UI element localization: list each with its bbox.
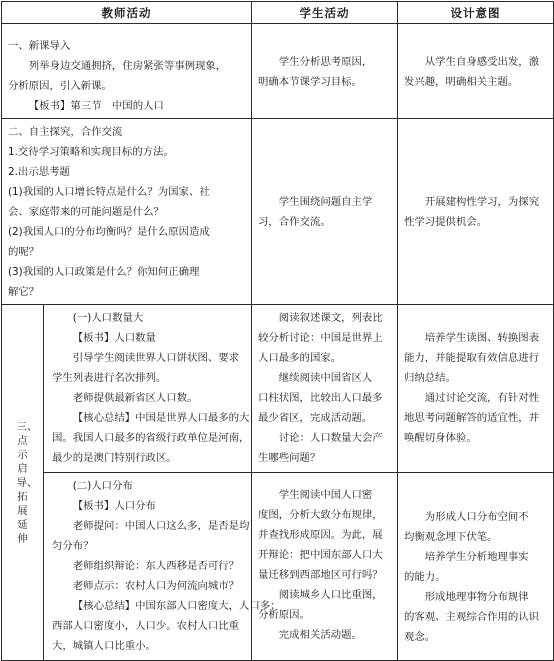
lesson-plan-table — [1, 1, 554, 661]
section1-design-cell — [398, 24, 554, 119]
part2-board-note: 【板书】人口分布 — [72, 500, 156, 512]
part1-design-line: 培养学生读图、转换图表 — [424, 332, 540, 344]
part2-design-line: 形成地理事物分布规律 — [424, 591, 529, 603]
section3-part1-row — [2, 305, 554, 473]
part2-design-line: 均衡观念埋下伏笔。 — [404, 531, 498, 543]
part1-student-line: 人口最多的国家。 — [258, 352, 342, 364]
section2-question: (2)我国人口的分布均衡吗？是什么原因造成 — [8, 226, 210, 238]
part2-student-line: 阅读城乡人口比重图， — [278, 589, 383, 601]
part2-teacher-line: 老师点示：农村人口为何流向城市？ — [72, 580, 240, 592]
section3-part2-row — [2, 473, 554, 661]
section1-design-line: 发兴趣，明确相关主题。 — [404, 75, 519, 88]
section2-student-cell — [252, 119, 398, 305]
part2-heading: (二)人口分布 — [72, 480, 133, 492]
part2-student-line: 度图，分析大致分布规律， — [258, 509, 383, 521]
part2-teacher-line: 老师组织辩论：东人西移是否可行？ — [72, 560, 240, 572]
section3-part2-design-cell — [398, 473, 554, 661]
part1-teacher-line: 老师提供最新省区人口数。 — [72, 392, 198, 404]
section2-teacher-cell — [2, 119, 252, 305]
section2-question: 的呢？ — [8, 246, 40, 258]
part2-teacher-line: 匀分布？ — [52, 540, 94, 552]
part2-design-line: 为形成人口分布空间不 — [424, 511, 529, 523]
section1-teacher-line: 列举身边交通拥挤，住房紧张等事例现象， — [28, 60, 227, 72]
section2-question: (1)我国的人口增长特点是什么？为国家、社 — [8, 186, 210, 198]
section2-question: (3)我国的人口政策是什么？你知何正确理 — [8, 266, 200, 278]
section2-design-line: 开展建构性学习，为探究 — [424, 196, 540, 208]
part1-design-line: 唤醒切身体验。 — [404, 432, 477, 444]
part2-design-line: 培养学生分析地理事实 — [424, 551, 529, 563]
part1-student-line: 讨论：人口数量大会产 — [278, 432, 383, 444]
section3-part1-design-cell — [398, 305, 554, 473]
part1-student-line: 最少省区，完成活动题。 — [258, 412, 373, 424]
part1-heading: (一)人口数量大 — [72, 312, 144, 324]
part2-summary: 西部人口密度小，人口少。农村人口比重 — [52, 620, 240, 632]
part1-student-line: 阅读叙述课文，列表比 — [278, 312, 383, 324]
header-student: 学生活动 — [252, 2, 398, 24]
section3-label: 三、点示启导、拓展延伸 — [16, 420, 38, 545]
part1-student-line: 继续阅读中国省区人 — [278, 372, 373, 384]
part2-summary: 【核心总结】中国东部人口密度大，人口多； — [72, 600, 281, 612]
section2-design-line: 性学习提供机会。 — [404, 216, 488, 228]
section1-row — [2, 24, 554, 119]
section2-teacher-line: 2.出示思考题 — [8, 166, 70, 178]
part1-teacher-line: 引导学生阅读世界人口饼状图、要求 — [72, 352, 240, 364]
section1-design-line: 从学生自身感受出发，激 — [424, 55, 540, 68]
part1-design-line: 通过讨论交流，有针对性 — [424, 392, 540, 404]
part2-student-line: 量迁移到西部地区可行吗？ — [258, 569, 383, 581]
section3-part1-teacher-cell — [44, 305, 252, 473]
section2-question: 解它？ — [8, 286, 40, 298]
section2-design-cell — [398, 119, 554, 305]
section1-student-line: 学生分析思考原因， — [278, 55, 373, 68]
part1-student-line: 较分析讨论：中国是世界上 — [258, 332, 383, 344]
section3-side-cell — [2, 305, 44, 661]
part1-summary: 【核心总结】中国是世界人口最多的大 — [72, 412, 250, 424]
section3-part2-teacher-cell — [44, 473, 281, 661]
header-teacher: 教师活动 — [2, 2, 252, 24]
part1-design-line: 能力，并能提取有效信息进行 — [404, 352, 540, 364]
part2-student-line: 分析原因。 — [258, 609, 310, 621]
part2-design-line: 的能力。 — [404, 571, 446, 583]
part2-student-line: 并查找形成原因。为此，展 — [258, 529, 383, 541]
part1-board-note: 【板书】人口数量 — [72, 332, 156, 344]
section2-heading: 二、自主探究，合作交流 — [8, 126, 123, 138]
part1-teacher-line: 学生列表进行名次排列。 — [52, 372, 167, 384]
lesson-plan-page — [1, 1, 553, 652]
section1-teacher-line: 分析原因，引入新课。 — [8, 80, 112, 92]
part1-student-line: 口柱状图，比较出人口最多 — [258, 392, 383, 404]
section1-board-note: 【板书】第三节 中国的人口 — [28, 100, 164, 112]
section1-student-line: 明确本节课学习目标。 — [258, 75, 362, 88]
part1-design-line: 归纳总结。 — [404, 372, 456, 384]
part2-student-line: 开辩论：把中国东部人口大 — [258, 549, 383, 561]
section2-student-line: 习，合作交流。 — [258, 216, 331, 228]
part2-design-line: 观念。 — [404, 631, 436, 643]
part2-student-line: 学生阅读中国人口密 — [278, 489, 373, 501]
section1-heading: 一、新课导入 — [8, 40, 71, 52]
section1-student-cell — [252, 24, 398, 119]
section1-teacher-cell — [2, 24, 252, 119]
section3-part1-student-cell — [252, 305, 398, 473]
section3-part2-student-cell — [252, 473, 398, 661]
section2-teacher-line: 1.交待学习策略和实现目标的方法。 — [8, 146, 174, 158]
header-row — [2, 2, 554, 24]
header-design: 设计意图 — [398, 2, 554, 24]
section2-question: 会、家庭带来的可能问题是什么？ — [8, 206, 164, 218]
part1-summary: 国。我国人口最多的省级行政单位是河南， — [52, 432, 250, 444]
part2-student-line: 完成相关活动题。 — [278, 629, 362, 641]
part1-design-line: 地思考问题解答的适宜性，并 — [404, 412, 540, 424]
part1-summary: 最少的是澳门特别行政区。 — [52, 452, 177, 464]
part2-design-line: 的客观、主观综合作用的认识 — [404, 611, 540, 623]
section2-row — [2, 119, 554, 305]
part2-teacher-line: 老师提问：中国人口这么多，是否是均 — [72, 520, 250, 532]
part2-summary: 大，城镇人口比重小。 — [52, 640, 156, 652]
section2-student-line: 学生围绕问题自主学 — [278, 196, 373, 208]
part1-student-line: 生哪些问题？ — [258, 452, 321, 464]
